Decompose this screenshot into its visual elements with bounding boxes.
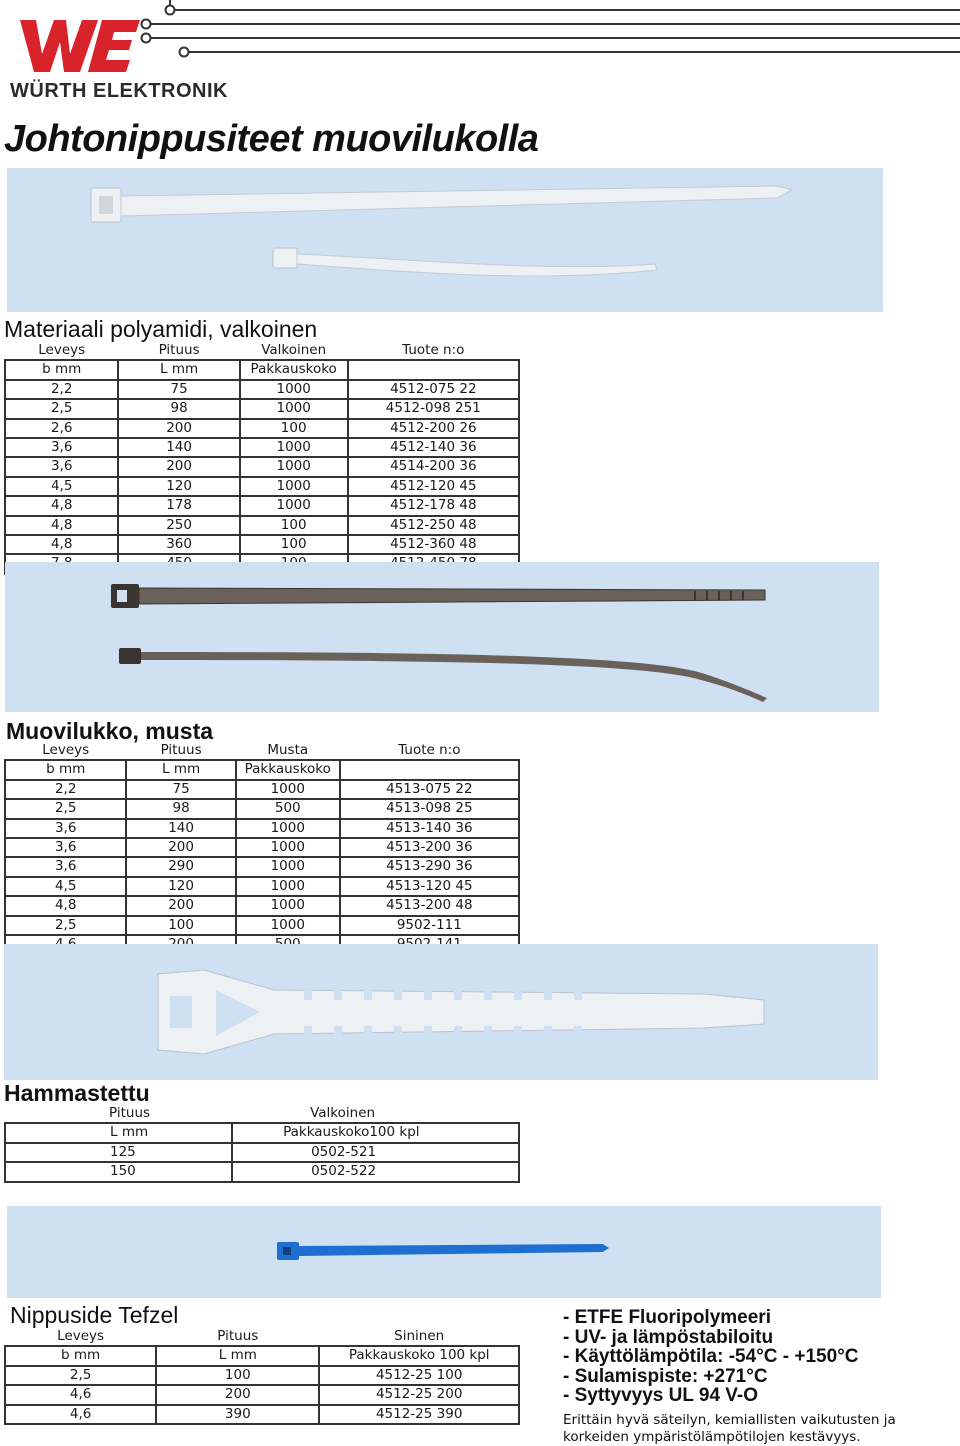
table-row bbox=[5, 819, 519, 838]
table-cell: 120 bbox=[118, 477, 239, 496]
table-cell: 98 bbox=[118, 399, 239, 418]
table-row bbox=[5, 838, 519, 857]
table-cell: 4513-075 22 bbox=[340, 780, 519, 799]
table-cell: 4512-075 22 bbox=[348, 380, 519, 399]
table-row bbox=[5, 477, 519, 496]
header-cell: Musta bbox=[236, 742, 340, 760]
feature-item: - Käyttölämpötila: -54°C - +150°C bbox=[563, 1346, 859, 1367]
table-cell: 100 bbox=[126, 916, 235, 935]
feature-item: - Syttyvyys UL 94 V-O bbox=[563, 1385, 759, 1406]
table-cell: 98 bbox=[126, 799, 235, 818]
table-cell: 4,6 bbox=[5, 1405, 156, 1424]
table-cell: 4512-120 45 bbox=[348, 477, 519, 496]
table-cell: 3,6 bbox=[5, 457, 118, 476]
black-cable-tie-image bbox=[5, 562, 879, 712]
table-cell: 4512-25 200 bbox=[319, 1385, 519, 1404]
table-row bbox=[5, 1366, 519, 1385]
table-cell: 4,8 bbox=[5, 516, 118, 535]
table-cell: 4513-290 36 bbox=[340, 857, 519, 876]
table-cell: 1000 bbox=[236, 896, 340, 915]
table-cell: 0502-522 bbox=[232, 1162, 519, 1181]
header-cell: L mm bbox=[156, 1346, 319, 1365]
header-cell: L mm bbox=[118, 360, 239, 379]
table-cell: 4514-200 36 bbox=[348, 457, 519, 476]
header-cell: Leveys bbox=[5, 342, 118, 360]
header-cell: Pituus bbox=[156, 1328, 319, 1346]
table-subheader-row bbox=[5, 1123, 519, 1142]
table-header-row bbox=[5, 342, 519, 360]
table-cell: 4,8 bbox=[5, 896, 126, 915]
table-cell: 2,5 bbox=[5, 799, 126, 818]
table-cell: 4513-140 36 bbox=[340, 819, 519, 838]
table-row bbox=[5, 1162, 519, 1181]
white-cable-tie-image bbox=[7, 168, 883, 312]
table-header-row bbox=[5, 1105, 519, 1123]
table-row bbox=[5, 380, 519, 399]
header-cell: Pakkauskoko bbox=[240, 360, 348, 379]
table-cell: 200 bbox=[118, 419, 239, 438]
table-cell: 1000 bbox=[240, 380, 348, 399]
table-cell: 200 bbox=[118, 457, 239, 476]
table-cell: 3,6 bbox=[5, 857, 126, 876]
table-cell: 4512-098 251 bbox=[348, 399, 519, 418]
table-cell: 2,2 bbox=[5, 380, 118, 399]
table-cell: 200 bbox=[156, 1385, 319, 1404]
table-cell: 4513-200 36 bbox=[340, 838, 519, 857]
table-cell: 4,8 bbox=[5, 496, 118, 515]
feature-item: - UV- ja lämpöstabiloitu bbox=[563, 1326, 774, 1348]
table-row bbox=[5, 457, 519, 476]
table-cell: 1000 bbox=[240, 477, 348, 496]
header-cell: Leveys bbox=[5, 1328, 156, 1346]
feature-item: - ETFE Fluoripolymeeri bbox=[563, 1307, 771, 1328]
tefzel-feature-list bbox=[563, 1308, 953, 1406]
section-title-tefzel: Nippuside Tefzel bbox=[10, 1302, 179, 1328]
table-cell: 100 bbox=[240, 419, 348, 438]
header-cell: L mm bbox=[126, 760, 235, 779]
header-cell: Pakkauskoko100 kpl bbox=[232, 1123, 519, 1142]
table-cell: 360 bbox=[118, 535, 239, 554]
header-cell: Pituus bbox=[5, 1105, 232, 1123]
table-cell: 2,5 bbox=[5, 399, 118, 418]
table-cell: 4512-140 36 bbox=[348, 438, 519, 457]
table-cell: 1000 bbox=[236, 877, 340, 896]
photo-toothed-cable-tie bbox=[4, 944, 878, 1080]
table-black-lock bbox=[4, 742, 520, 975]
table-cell: 4512-250 48 bbox=[348, 516, 519, 535]
table-cell: 75 bbox=[118, 380, 239, 399]
table-cell: 2,5 bbox=[5, 1366, 156, 1385]
header-cell: Pituus bbox=[126, 742, 235, 760]
header-cell: L mm bbox=[5, 1123, 232, 1142]
table-row bbox=[5, 877, 519, 896]
table-row bbox=[5, 896, 519, 915]
table-cell: 2,6 bbox=[5, 419, 118, 438]
brand-name: WÜRTH ELEKTRONIK bbox=[10, 80, 228, 102]
table-cell: 2,5 bbox=[5, 916, 126, 935]
toothed-tie-image bbox=[4, 944, 878, 1080]
table-cell: 120 bbox=[126, 877, 235, 896]
section-title-polyamide-white: Materiaali polyamidi, valkoinen bbox=[4, 316, 318, 342]
header-cell: b mm bbox=[5, 760, 126, 779]
table-subheader-row bbox=[5, 360, 519, 379]
table-cell: 100 bbox=[240, 535, 348, 554]
header-cell bbox=[348, 360, 519, 379]
table-cell: 140 bbox=[118, 438, 239, 457]
header-cell: Valkoinen bbox=[240, 342, 348, 360]
table-row bbox=[5, 1405, 519, 1424]
table-cell: 0502-521 bbox=[232, 1143, 519, 1162]
photo-white-cable-ties bbox=[7, 168, 883, 312]
table-row bbox=[5, 438, 519, 457]
table-subheader-row bbox=[5, 1346, 519, 1365]
table-cell: 500 bbox=[236, 799, 340, 818]
table-cell: 4512-200 26 bbox=[348, 419, 519, 438]
table-row bbox=[5, 1385, 519, 1404]
table-cell: 4,8 bbox=[5, 535, 118, 554]
table-cell: 4512-25 390 bbox=[319, 1405, 519, 1424]
table-cell: 3,6 bbox=[5, 438, 118, 457]
table-row bbox=[5, 535, 519, 554]
section-title-black-lock: Muovilukko, musta bbox=[6, 718, 214, 744]
table-cell: 200 bbox=[126, 896, 235, 915]
table-cell: 4,5 bbox=[5, 477, 118, 496]
table-cell: 1000 bbox=[236, 819, 340, 838]
page-title: Johtonippusiteet muovilukolla bbox=[4, 118, 539, 160]
table-cell: 4513-120 45 bbox=[340, 877, 519, 896]
table-cell: 4,5 bbox=[5, 877, 126, 896]
header-cell: Leveys bbox=[5, 742, 126, 760]
table-tefzel bbox=[4, 1328, 520, 1425]
header-cell: Tuote n:o bbox=[340, 742, 519, 760]
table-subheader-row bbox=[5, 760, 519, 779]
section-title-toothed: Hammastettu bbox=[4, 1080, 150, 1106]
feature-item: - Sulamispiste: +271°C bbox=[563, 1365, 768, 1387]
table-cell: 1000 bbox=[236, 916, 340, 935]
table-cell: 250 bbox=[118, 516, 239, 535]
table-toothed bbox=[4, 1105, 520, 1183]
table-cell: 125 bbox=[5, 1143, 232, 1162]
header-cell: b mm bbox=[5, 1346, 156, 1365]
table-cell: 4512-178 48 bbox=[348, 496, 519, 515]
photo-blue-tefzel-tie bbox=[7, 1206, 881, 1298]
table-cell: 3,6 bbox=[5, 819, 126, 838]
table-cell: 1000 bbox=[236, 780, 340, 799]
table-cell: 3,6 bbox=[5, 838, 126, 857]
table-cell: 75 bbox=[126, 780, 235, 799]
header-decorative-lines bbox=[120, 0, 960, 80]
header-cell bbox=[340, 760, 519, 779]
header-cell: Sininen bbox=[319, 1328, 519, 1346]
table-row bbox=[5, 399, 519, 418]
header-cell: Pakkauskoko bbox=[236, 760, 340, 779]
table-cell: 290 bbox=[126, 857, 235, 876]
table-cell: 4,6 bbox=[5, 1385, 156, 1404]
table-cell: 178 bbox=[118, 496, 239, 515]
table-row bbox=[5, 1143, 519, 1162]
table-header-row bbox=[5, 742, 519, 760]
header-cell: b mm bbox=[5, 360, 118, 379]
table-cell: 2,2 bbox=[5, 780, 126, 799]
table-row bbox=[5, 916, 519, 935]
table-cell: 390 bbox=[156, 1405, 319, 1424]
table-cell: 140 bbox=[126, 819, 235, 838]
table-polyamide-white bbox=[4, 342, 520, 575]
table-cell: 1000 bbox=[240, 399, 348, 418]
photo-black-cable-ties bbox=[5, 562, 879, 712]
table-cell: 150 bbox=[5, 1162, 232, 1181]
table-header-row bbox=[5, 1328, 519, 1346]
table-cell: 200 bbox=[126, 838, 235, 857]
header-cell: Pakkauskoko 100 kpl bbox=[319, 1346, 519, 1365]
table-row bbox=[5, 516, 519, 535]
table-row bbox=[5, 496, 519, 515]
table-cell: 1000 bbox=[240, 457, 348, 476]
table-row bbox=[5, 857, 519, 876]
table-cell: 4512-360 48 bbox=[348, 535, 519, 554]
table-cell: 9502-111 bbox=[340, 916, 519, 935]
table-cell: 4513-098 25 bbox=[340, 799, 519, 818]
table-cell: 1000 bbox=[236, 838, 340, 857]
table-row bbox=[5, 419, 519, 438]
table-cell: 1000 bbox=[240, 438, 348, 457]
table-cell: 1000 bbox=[240, 496, 348, 515]
table-cell: 100 bbox=[240, 516, 348, 535]
table-cell: 4513-200 48 bbox=[340, 896, 519, 915]
table-row bbox=[5, 780, 519, 799]
table-cell: 4512-25 100 bbox=[319, 1366, 519, 1385]
table-cell: 1000 bbox=[236, 857, 340, 876]
table-cell: 100 bbox=[156, 1366, 319, 1385]
header-cell: Pituus bbox=[118, 342, 239, 360]
table-row bbox=[5, 799, 519, 818]
header-cell: Valkoinen bbox=[232, 1105, 519, 1123]
header-cell: Tuote n:o bbox=[348, 342, 519, 360]
tefzel-note: Erittäin hyvä säteilyn, kemiallisten vaikutusten ja korkeiden ympäristölämpötilojen kestävyys. bbox=[563, 1412, 896, 1445]
blue-tie-image bbox=[7, 1206, 881, 1298]
